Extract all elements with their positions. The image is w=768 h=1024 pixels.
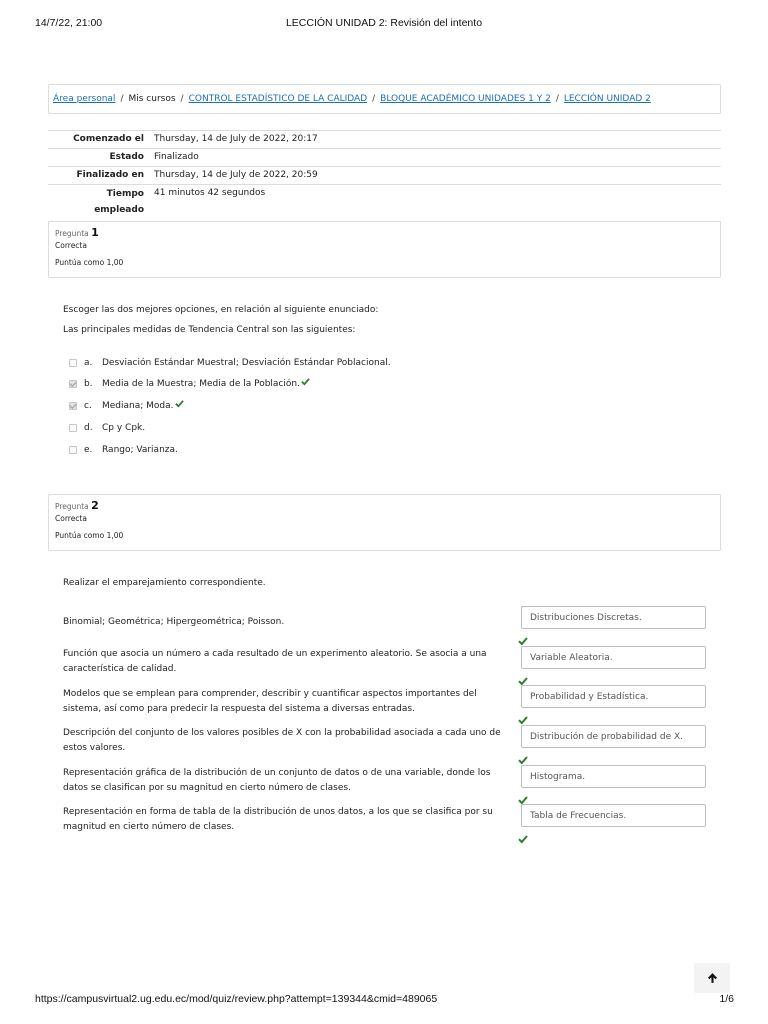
started-value: Thursday, 14 de July de 2022, 20:17 <box>150 131 721 149</box>
question-grade: Puntúa como 1,00 <box>55 258 124 267</box>
check-icon <box>175 399 184 408</box>
check-icon <box>518 710 528 720</box>
match-answer-select[interactable]: Distribuciones Discretas. <box>521 606 706 629</box>
check-icon <box>518 671 528 681</box>
match-stem: Modelos que se emplean para comprender, describir y cuantificar aspectos importantes del sistema, así como para predecir la respuesta del sistema a diversas entradas. <box>63 689 477 714</box>
option-letter: d. <box>84 423 93 433</box>
summary-row-time <box>48 185 721 222</box>
match-answer-select[interactable]: Distribución de probabilidad de X. <box>521 725 706 748</box>
summary-row-finished <box>48 167 721 185</box>
option-label: Cp y Cpk. <box>102 423 146 433</box>
print-url: https://campusvirtual2.ug.edu.ec/mod/quiz/review.php?attempt=139344&cmid=489065 <box>35 993 438 1005</box>
breadcrumb-separator: / <box>372 94 376 104</box>
breadcrumb-separator: / <box>180 94 184 104</box>
question-number-value: 2 <box>91 499 99 512</box>
option-a <box>69 357 391 369</box>
option-e-checkbox[interactable] <box>69 446 77 454</box>
match-stem: Función que asocia un número a cada resultado de un experimento aleatorio. Se asocia a una característica de calidad. <box>63 649 487 674</box>
started-label: Comenzado el <box>48 131 150 149</box>
question-2-instruction: Realizar el emparejamiento correspondiente. <box>63 578 266 588</box>
breadcrumb-area-personal[interactable]: Área personal <box>53 94 116 104</box>
option-b <box>69 378 310 390</box>
question-number-value: 1 <box>91 226 99 239</box>
breadcrumb <box>48 84 721 114</box>
match-answer-select[interactable]: Tabla de Frecuencias. <box>521 804 706 827</box>
option-letter: e. <box>84 445 93 455</box>
question-state: Correcta <box>55 514 87 523</box>
question-number <box>55 226 714 239</box>
summary-row-state <box>48 149 721 167</box>
back-to-top-button[interactable] <box>694 963 730 993</box>
summary-row-started <box>48 131 721 149</box>
check-icon <box>301 377 310 386</box>
option-e <box>69 444 178 456</box>
question-grade: Puntúa como 1,00 <box>55 531 124 540</box>
option-label: Media de la Muestra; Media de la Población. <box>102 379 300 389</box>
question-1-instruction: Escoger las dos mejores opciones, en relación al siguiente enunciado: <box>63 305 379 315</box>
time-label-line-2: empleado <box>94 205 144 215</box>
arrow-up-icon <box>707 969 718 988</box>
check-icon <box>518 631 528 641</box>
option-c-checkbox[interactable] <box>69 402 77 410</box>
print-date: 14/7/22, 21:00 <box>35 17 103 29</box>
question-2-info <box>48 494 721 551</box>
attempt-summary-table <box>48 130 721 222</box>
time-label <box>48 185 150 222</box>
print-title: LECCIÓN UNIDAD 2: Revisión del intento <box>285 17 483 29</box>
option-c <box>69 400 184 412</box>
breadcrumb-mis-cursos: Mis cursos <box>128 94 176 104</box>
print-header <box>0 17 768 31</box>
question-state: Correcta <box>55 241 87 250</box>
match-stem: Representación gráfica de la distribución de un conjunto de datos o de una variable, donde los datos se clasifican por su magnitud en cierto número de clases. <box>63 768 491 793</box>
option-letter: a. <box>84 358 93 368</box>
finished-value: Thursday, 14 de July de 2022, 20:59 <box>150 167 721 185</box>
state-value: Finalizado <box>150 149 721 167</box>
question-1-info <box>48 221 721 278</box>
question-prefix: Pregunta <box>55 502 89 511</box>
finished-label: Finalizado en <box>48 167 150 185</box>
breadcrumb-block[interactable]: BLOQUE ACADÉMICO UNIDADES 1 Y 2 <box>380 94 551 104</box>
match-answer-select[interactable]: Histograma. <box>521 765 706 788</box>
match-answer-select[interactable]: Variable Aleatoria. <box>521 646 706 669</box>
match-stem: Binomial; Geométrica; Hipergeométrica; Poisson. <box>63 617 285 627</box>
time-label-line-1: Tiempo <box>106 189 144 199</box>
check-icon <box>518 750 528 760</box>
check-icon <box>518 829 528 839</box>
question-number <box>55 499 714 512</box>
option-letter: c. <box>84 401 92 411</box>
question-prefix: Pregunta <box>55 229 89 238</box>
state-label: Estado <box>48 149 150 167</box>
question-1-statement: Las principales medidas de Tendencia Central son las siguientes: <box>63 325 356 335</box>
option-label: Rango; Varianza. <box>102 445 178 455</box>
option-d-checkbox[interactable] <box>69 424 77 432</box>
option-a-checkbox[interactable] <box>69 359 77 367</box>
match-stem: Descripción del conjunto de los valores posibles de X con la probabilidad asociada a cada uno de estos valores. <box>63 728 501 753</box>
option-b-checkbox[interactable] <box>69 380 77 388</box>
option-letter: b. <box>84 379 93 389</box>
print-footer <box>0 993 768 1007</box>
option-label: Desviación Estándar Muestral; Desviación Estándar Poblacional. <box>102 358 391 368</box>
time-value: 41 minutos 42 segundos <box>150 185 721 222</box>
check-icon <box>518 790 528 800</box>
option-d <box>69 422 145 434</box>
breadcrumb-separator: / <box>120 94 124 104</box>
match-answer-select[interactable]: Probabilidad y Estadística. <box>521 685 706 708</box>
match-stem: Representación en forma de tabla de la distribución de unos datos, a los que se clasifica por su magnitud en cierto número de clases. <box>63 807 493 832</box>
breadcrumb-lesson[interactable]: LECCIÓN UNIDAD 2 <box>563 94 651 104</box>
option-label: Mediana; Moda. <box>102 401 174 411</box>
breadcrumb-course[interactable]: CONTROL ESTADÍSTICO DE LA CALIDAD <box>188 94 368 104</box>
breadcrumb-separator: / <box>555 94 559 104</box>
print-page-number: 1/6 <box>719 993 734 1005</box>
